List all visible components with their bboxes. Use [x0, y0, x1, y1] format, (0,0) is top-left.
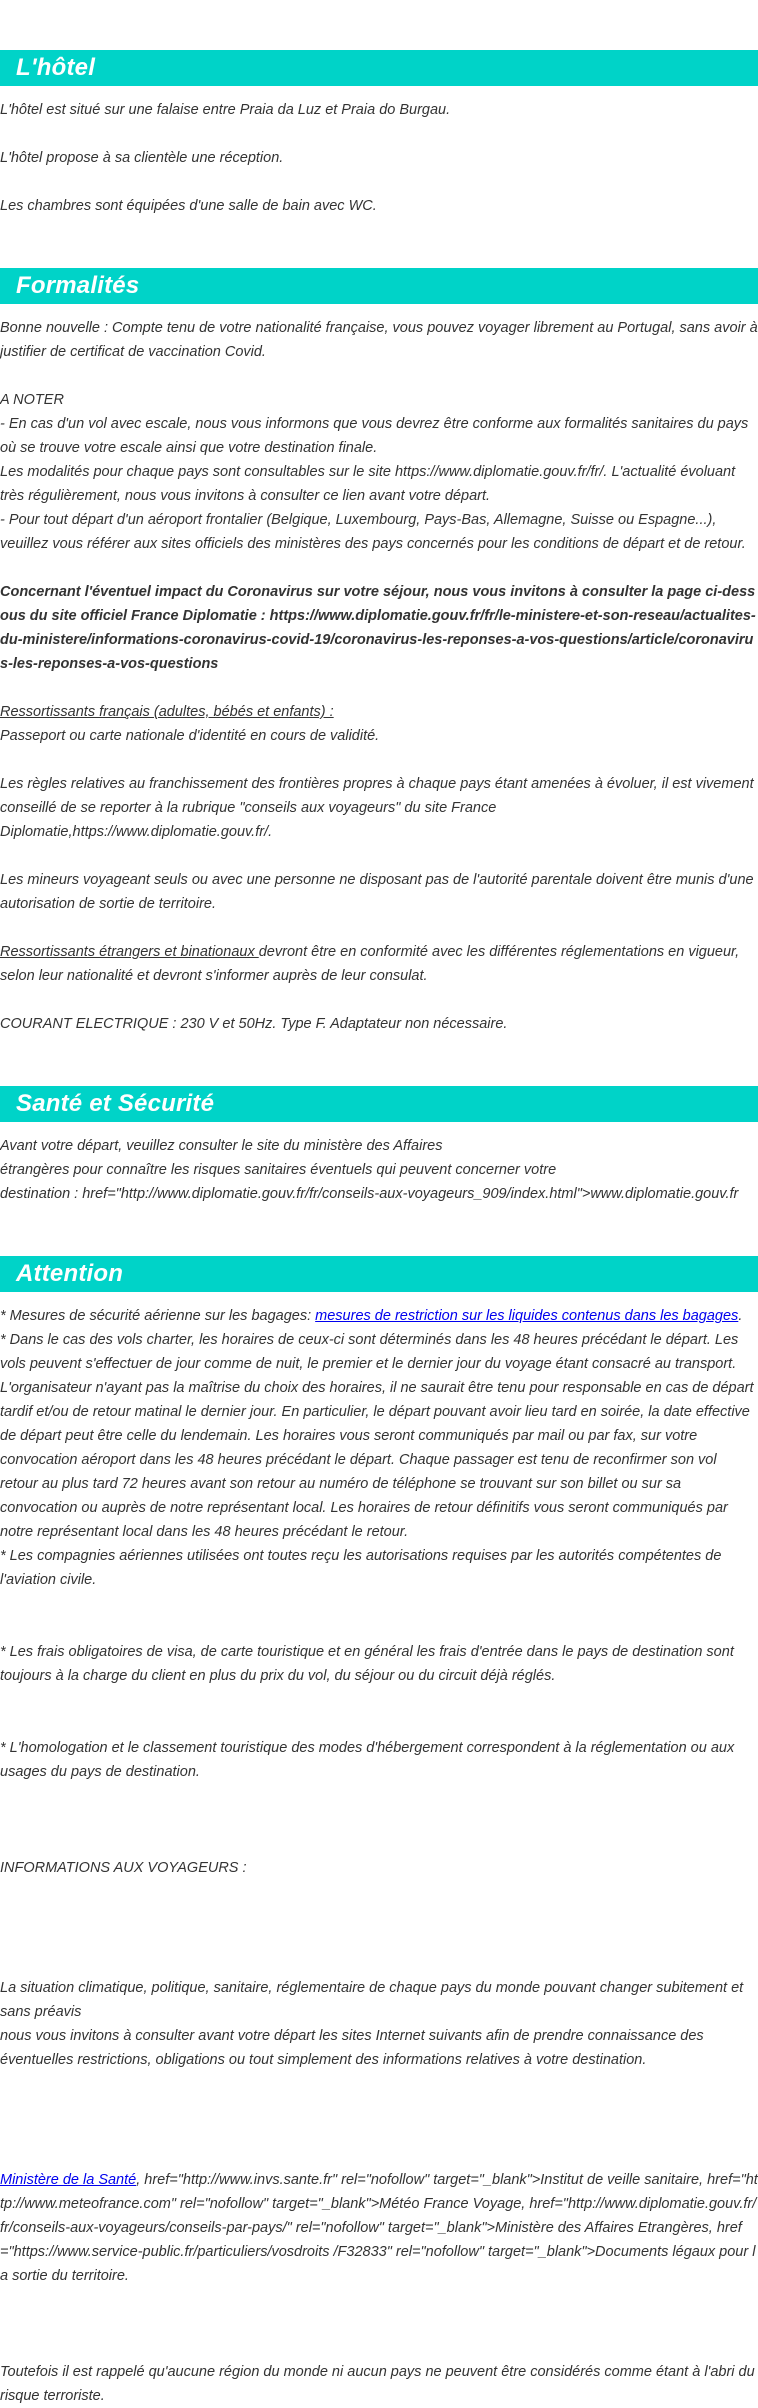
ministere-sante-link[interactable]: Ministère de la Santé [0, 2172, 137, 2188]
covid-notice-text: Concernant l'éventuel impact du Coronavirus sur votre séjour, nous vous invitons à consulter la page ci-dessous du site officiel France Diplomatie : https://www.diplomatie.gouv.fr/fr/le-ministere-et-son-reseau/actualites-du-ministere/informations-coronavirus-covid-19/coronavirus-les-reponses-a-vos-questions/article/coronavirus-les-reponses-a-vos-questions [0, 584, 756, 672]
etrangers-text: devront être en conformité avec les différentes réglementations en vigueur, selon leur nationalité et devront s'informer auprès de leur consulat. [0, 944, 740, 984]
anoter-escale-text: - En cas d'un vol avec escale, nous vous informons que vous devrez être conforme aux formalités sanitaires du pays où se trouve votre escale ainsi que votre destination finale. [0, 416, 749, 456]
etrangers-paragraph [0, 940, 758, 988]
anoter-frontalier-text: - Pour tout départ d'un aéroport frontalier (Belgique, Luxembourg, Pays-Bas, Allemagne, Suisse ou Espagne...), veuillez vous référer aux sites officiels des ministères des pays concernés pour les conditions de départ et de retour. [0, 512, 746, 552]
bagages-restriction-link[interactable]: mesures de restriction sur les liquides contenus dans les bagages [315, 1308, 739, 1324]
ministere-rest-text: , href="http://www.invs.sante.fr" rel="nofollow" target="_blank">Institut de veille sanitaire, href="http://www.meteofrance.com" rel="nofollow" target="_blank">Météo France Voyage, href="http://www.diplomatie.gouv.fr/fr/conseils-aux-voyageurs/conseils-par-pays/" rel="nofollow" target="_blank">Ministère des Affaires Etrangères, href="https://www.service-public.fr/particuliers/vosdroits /F32833" rel="nofollow" target="_blank">Documents légaux pour la sortie du territoire. [0, 2172, 758, 2284]
etrangers-label: Ressortissants étrangers et binationaux [0, 944, 259, 960]
courant-electrique-text: COURANT ELECTRIQUE : 230 V et 50Hz. Type F. Adaptateur non nécessaire. [0, 1016, 508, 1032]
formalites-section-title: Formalités [0, 268, 758, 304]
ministere-paragraph [0, 2168, 758, 2288]
infos-voyageurs-title: INFORMATIONS AUX VOYAGEURS : [0, 1860, 247, 1876]
charter-text: * Dans le cas des vols charter, les horaires de ceux-ci sont déterminés dans les 48 heures précédant le départ. Les vols peuvent s'effectuer de jour comme de nuit, le premier et le dernier jour du voyage étant consacré au transport. L'organisateur n'ayant pas la maîtrise du choix des horaires, il ne saurait être tenu pour responsable en cas de départ tardif et/ou de retour matinal le dernier jour. En particulier, le départ pouvant avoir lieu tard en soirée, la date effective de départ peut être celle du lendemain. Les horaires vous seront communiqués par mail ou par fax, sur votre convocation aéroport dans les 48 heures précédant le départ. Chaque passager est tenu de reconfirmer son vol retour au plus tard 72 heures avant son retour au numéro de téléphone se trouvant sur son billet ou sur sa convocation ou auprès de notre représentant local. Les horaires de retour définitifs vous seront communiqués par notre représentant local dans les 48 heures précédant le retour. [0, 1332, 754, 1540]
sante-line-2: étrangères pour connaître les risques sanitaires éventuels qui peuvent concerner votre [0, 1162, 557, 1178]
ressortissants-fr-label: Ressortissants français (adultes, bébés et enfants) : [0, 704, 334, 720]
frais-text: * Les frais obligatoires de visa, de carte touristique et en général les frais d'entrée dans le pays de destination sont toujours à la charge du client en plus du prix du vol, du séjour ou du circuit déjà réglés. [0, 1644, 734, 1684]
hotel-rooms-text: Les chambres sont équipées d'une salle de bain avec WC. [0, 198, 377, 214]
hotel-section-title: L'hôtel [0, 50, 758, 86]
formalites-intro-text: Bonne nouvelle : Compte tenu de votre nationalité française, vous pouvez voyager librement au Portugal, sans avoir à justifier de certificat de vaccination Covid. [0, 320, 758, 360]
compagnies-text: * Les compagnies aériennes utilisées ont toutes reçu les autorisations requises par les autorités compétentes de l'aviation civile. [0, 1548, 722, 1588]
bagages-prefix: * Mesures de sécurité aérienne sur les bagages: [0, 1308, 316, 1324]
terrorisme-text: Toutefois il est rappelé qu'aucune région du monde ni aucun pays ne peuvent être considérés comme étant à l'abri du risque terroriste. [0, 2364, 755, 2404]
sante-section-title: Santé et Sécurité [0, 1086, 758, 1122]
situation-text-2: nous vous invitons à consulter avant votre départ les sites Internet suivants afin de prendre connaissance des éventuelles restrictions, obligations ou tout simplement des informations relatives à votre destination. [0, 2028, 704, 2068]
attention-section-title: Attention [0, 1256, 758, 1292]
sante-line-1: Avant votre départ, veuillez consulter le site du ministère des Affaires [0, 1138, 443, 1154]
anoter-modalites-text: Les modalités pour chaque pays sont consultables sur le site https://www.diplomatie.gouv.fr/fr/. L'actualité évoluant très régulièrement, nous vous invitons à consulter ce lien avant votre départ. [0, 464, 736, 504]
homologation-text: * L'homologation et le classement touristique des modes d'hébergement correspondent à la réglementation ou aux usages du pays de destination. [0, 1740, 735, 1780]
mineurs-text: Les mineurs voyageant seuls ou avec une personne ne disposant pas de l'autorité parentale doivent être munis d'une autorisation de sortie de territoire. [0, 872, 754, 912]
ressortissants-fr-text: Passeport ou carte nationale d'identité en cours de validité. [0, 728, 380, 744]
attention-section [0, 1304, 758, 2408]
regles-frontieres-text: Les règles relatives au franchissement des frontières propres à chaque pays étant amenées à évoluer, il est vivement conseillé de se reporter à la rubrique "conseils aux voyageurs" du site France Diplomatie,https://www.diplomatie.gouv.fr/. [0, 776, 754, 840]
hotel-reception-text: L'hôtel propose à sa clientèle une réception. [0, 150, 284, 166]
hotel-section [0, 98, 758, 218]
sante-section [0, 1134, 758, 1206]
sante-line-3: destination : href="http://www.diplomatie.gouv.fr/fr/conseils-aux-voyageurs_909/index.html">www.diplomatie.gouv.fr [0, 1186, 739, 1202]
hotel-location-text: L'hôtel est situé sur une falaise entre Praia da Luz et Praia do Burgau. [0, 102, 451, 118]
formalites-section [0, 316, 758, 1036]
anoter-title: A NOTER [0, 392, 64, 408]
bagages-suffix: . [738, 1308, 743, 1324]
situation-text-1: La situation climatique, politique, sanitaire, réglementaire de chaque pays du monde pouvant changer subitement et sans préavis [0, 1980, 744, 2020]
bagages-paragraph [0, 1304, 758, 1328]
